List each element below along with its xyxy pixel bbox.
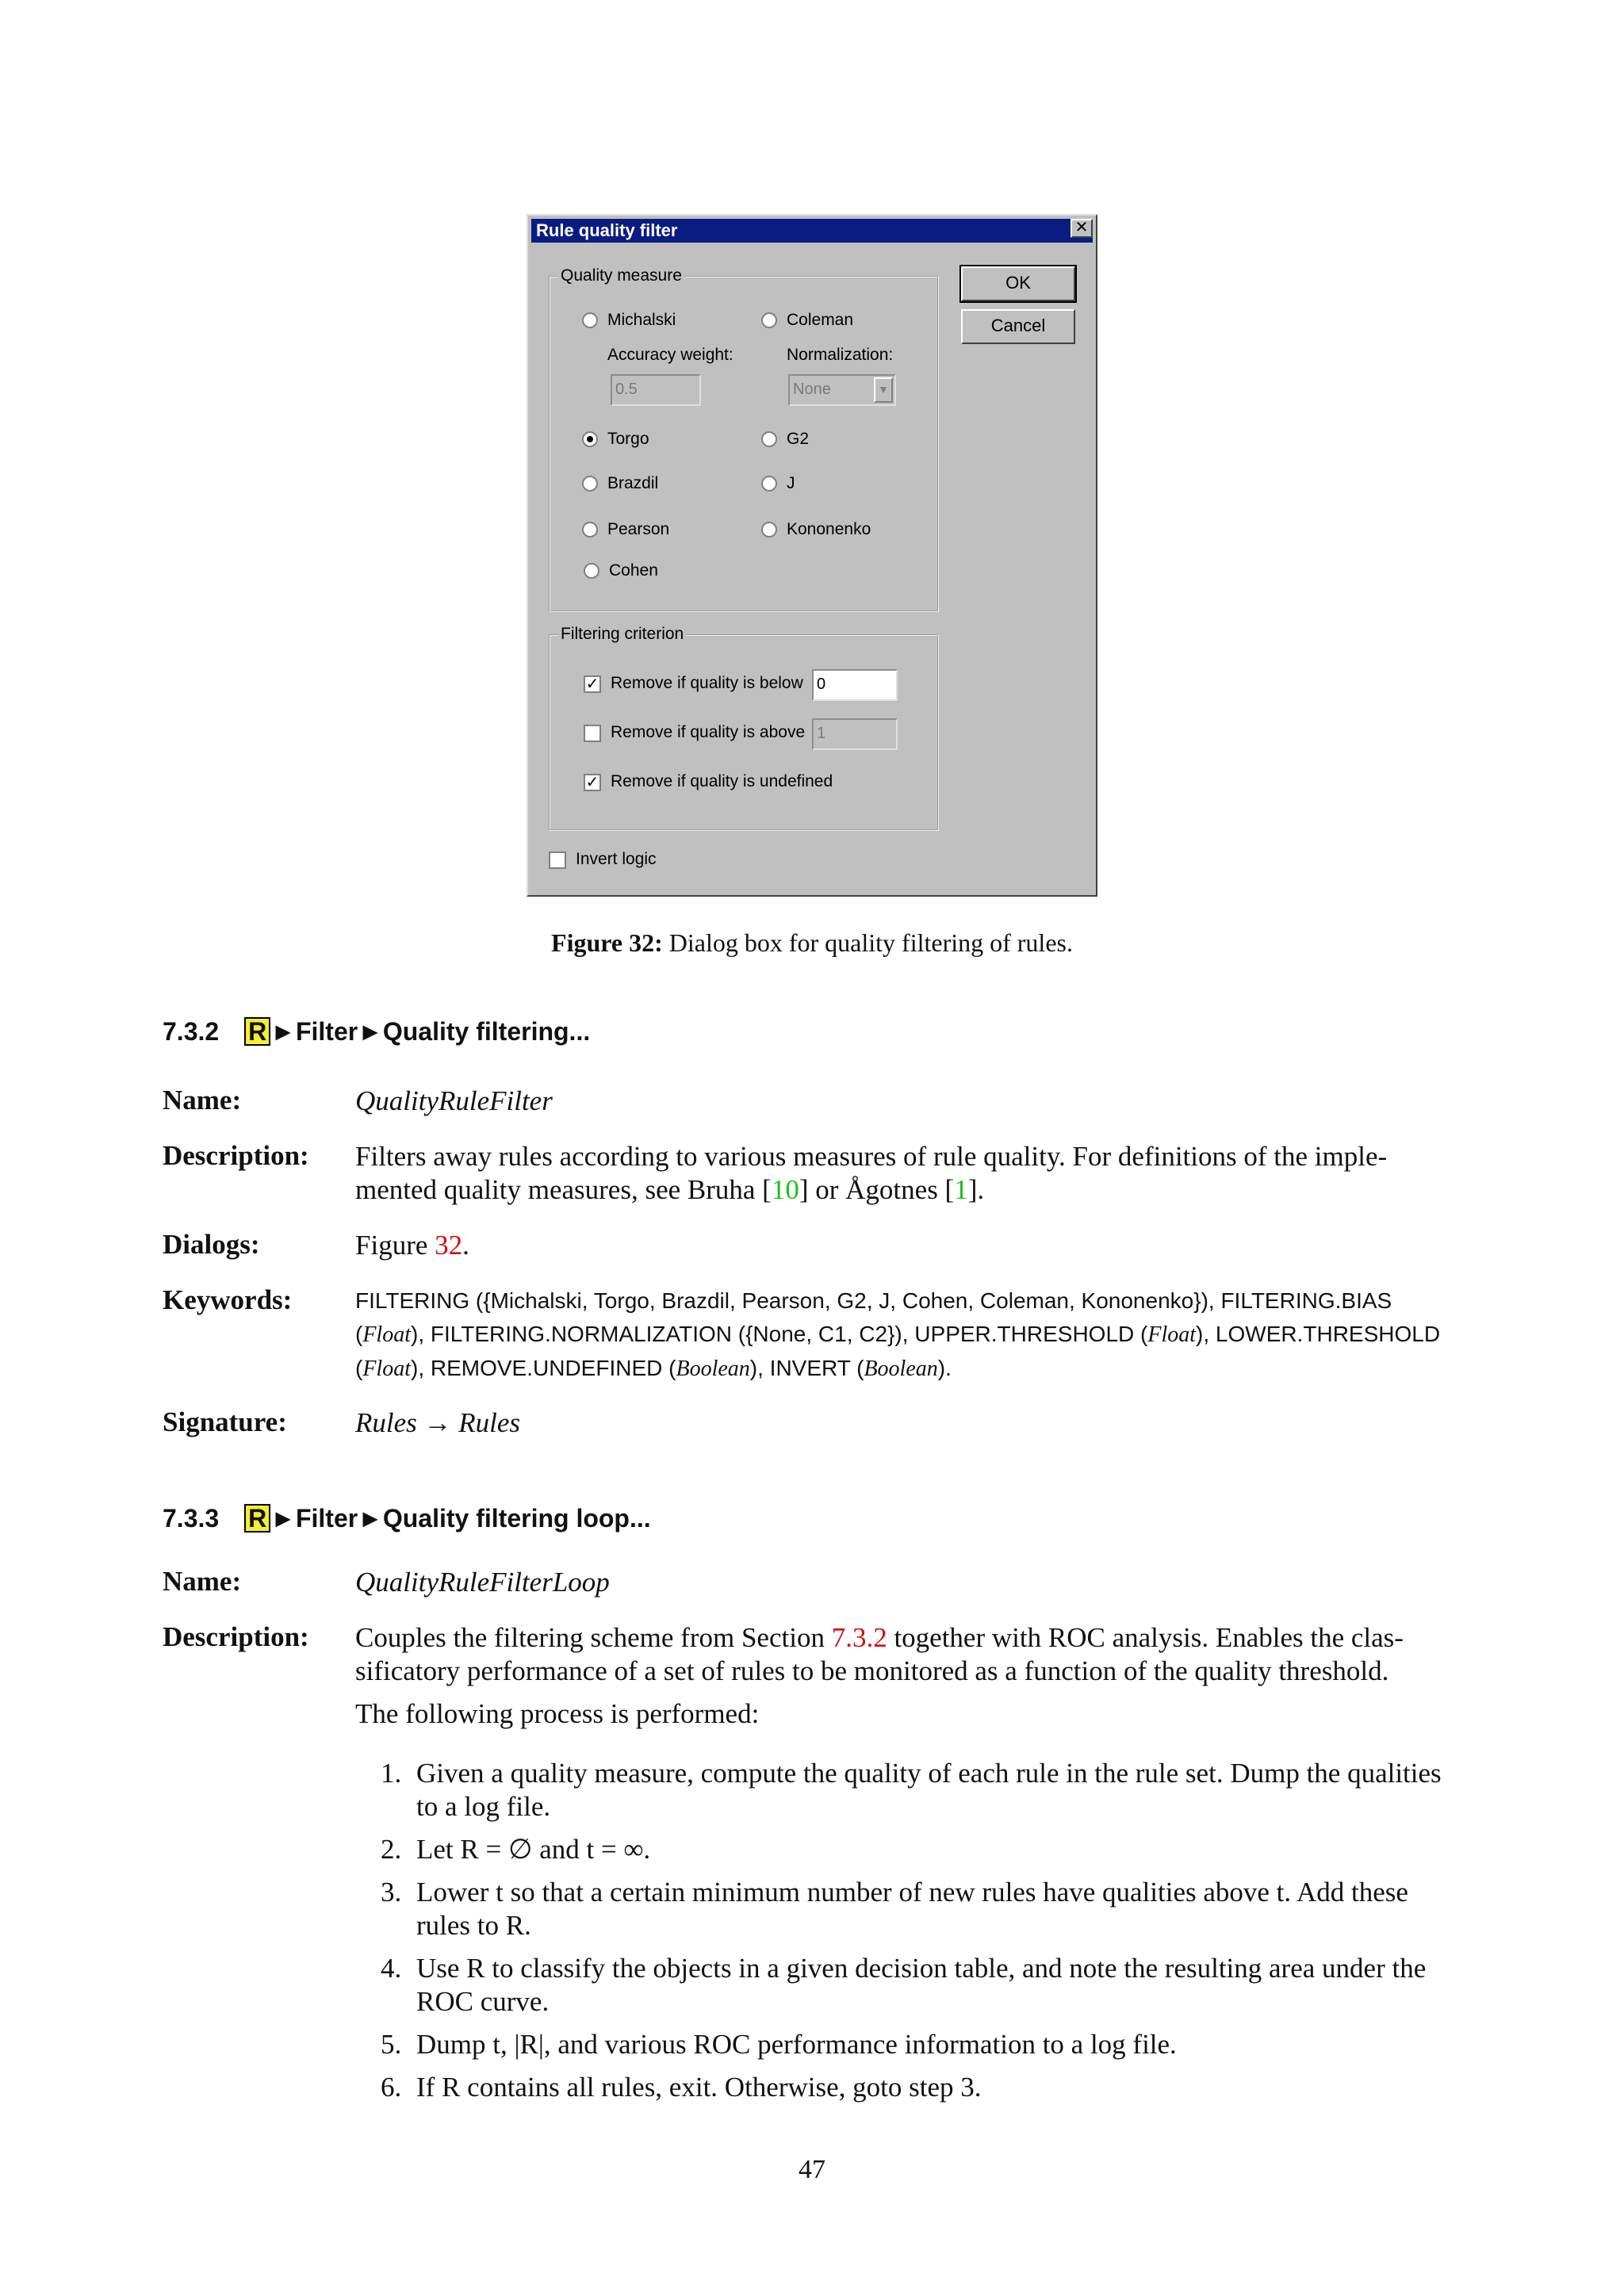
radio-pearson[interactable]	[582, 522, 598, 538]
list-number: 3.	[381, 1877, 402, 1908]
quality-measure-legend: Quality measure	[558, 266, 684, 285]
section-heading-7-3-3	[163, 1504, 651, 1533]
list-number: 5.	[381, 2029, 402, 2060]
list-text: Use R to classify the objects in a given decision table, and note the resulting area under the ROC curve.	[416, 1953, 1427, 2017]
kw-part-3: ), LOWER.THRESHOLD (	[355, 1322, 1441, 1380]
normalization-value: None	[793, 381, 831, 398]
desc-part-b: together with ROC analysis. Enables the clas-sificatory performance of a set of rules to be monitored as a function of the quality threshold.	[355, 1622, 1404, 1686]
caption-text: Dialog box for quality filtering of rules.	[662, 928, 1073, 957]
rule-quality-filter-dialog	[527, 214, 1097, 897]
ok-button[interactable]: OK	[961, 266, 1075, 301]
process-intro: The following process is performed:	[355, 1698, 760, 1729]
dialogs-suffix: .	[462, 1230, 469, 1261]
section-heading-7-3-2	[163, 1017, 590, 1047]
menu-path: ►Filter►Quality filtering...	[270, 1017, 591, 1046]
checkbox-remove-above[interactable]	[584, 725, 601, 742]
label-cohen: Cohen	[609, 561, 658, 580]
list-text: If R contains all rules, exit. Otherwise, goto step 3.	[416, 2072, 982, 2103]
radio-brazdil[interactable]	[582, 476, 598, 492]
section-number: 7.3.2	[163, 1017, 220, 1046]
caption-label: Figure 32:	[551, 928, 663, 957]
list-item	[381, 2071, 1462, 2104]
section-number: 7.3.3	[163, 1504, 220, 1533]
kw-part-5: ), INVERT (	[749, 1356, 864, 1380]
name-value: QualityRuleFilterLoop	[355, 1567, 610, 1598]
description-text	[355, 1621, 1462, 1688]
dialogs-text	[355, 1229, 1462, 1262]
radio-kononenko[interactable]	[761, 522, 777, 538]
kw-part-2: ), FILTERING.NORMALIZATION ({None, C1, C2}), UPPER.THRESHOLD (	[411, 1322, 1148, 1346]
kw-type-3: Float	[362, 1357, 411, 1381]
quality-measure-group	[549, 266, 939, 612]
kw-type-2: Float	[1147, 1322, 1197, 1347]
kw-type-4: Boolean	[676, 1357, 750, 1381]
r-badge: R	[244, 1017, 270, 1046]
list-number: 2.	[381, 1834, 402, 1865]
filtering-criterion-legend: Filtering criterion	[558, 625, 686, 644]
kw-part-4: ), REMOVE.UNDEFINED (	[411, 1356, 676, 1380]
close-icon[interactable]: ✕	[1071, 219, 1093, 238]
desc-part-c: ].	[967, 1174, 985, 1205]
list-item	[381, 1757, 1462, 1823]
ref-link-agotnes[interactable]: 1	[954, 1174, 968, 1205]
list-text: Dump t, |R|, and various ROC performance information to a log file.	[416, 2029, 1177, 2060]
label-pearson: Pearson	[607, 520, 670, 538]
list-item	[381, 1952, 1462, 2019]
list-number: 4.	[381, 1953, 402, 1984]
menu-path: ►Filter►Quality filtering loop...	[270, 1504, 651, 1533]
kw-type-5: Boolean	[864, 1357, 938, 1381]
list-item	[381, 1833, 1462, 1866]
term-description: Description:	[163, 1140, 309, 1171]
radio-michalski[interactable]	[582, 312, 598, 328]
radio-j[interactable]	[761, 476, 777, 492]
term-name: Name:	[163, 1566, 242, 1597]
label-remove-below: Remove if quality is below	[611, 674, 803, 692]
signature-value: Rules → Rules	[355, 1407, 521, 1438]
list-item	[381, 1876, 1462, 1942]
name-value: QualityRuleFilter	[355, 1085, 553, 1116]
filtering-criterion-group	[549, 625, 939, 831]
keywords-text	[355, 1284, 1462, 1386]
label-kononenko: Kononenko	[787, 520, 871, 538]
term-dialogs: Dialogs:	[163, 1229, 260, 1260]
checkbox-invert-logic[interactable]	[549, 851, 566, 869]
normalization-select[interactable]	[788, 374, 896, 406]
checkbox-remove-below[interactable]: ✓	[584, 675, 601, 693]
list-text: Lower t so that a certain minimum number of new rules have qualities above t. Add these rules to R.	[416, 1877, 1408, 1941]
accuracy-weight-label: Accuracy weight:	[607, 346, 733, 364]
radio-cohen[interactable]	[584, 563, 599, 579]
label-j: J	[787, 474, 795, 492]
label-invert-logic: Invert logic	[576, 850, 657, 868]
chevron-down-icon[interactable]: ▼	[874, 377, 893, 403]
checkbox-remove-undefined[interactable]: ✓	[584, 774, 601, 791]
accuracy-weight-field[interactable]: 0.5	[611, 374, 701, 406]
desc-part-b: ] or Ågotnes [	[799, 1174, 955, 1205]
desc-part-a: Filters away rules according to various measures of rule quality. For definitions of the imple-mented quality measures, see Bruha [	[355, 1141, 1388, 1205]
figure-ref-link[interactable]: 32	[435, 1230, 463, 1261]
list-number: 6.	[381, 2072, 402, 2103]
kw-part-6: ).	[937, 1356, 952, 1380]
label-remove-above: Remove if quality is above	[611, 723, 806, 741]
page-number: 47	[799, 2155, 825, 2184]
term-signature: Signature:	[163, 1406, 287, 1437]
label-michalski: Michalski	[607, 311, 676, 329]
cancel-button[interactable]: Cancel	[961, 309, 1075, 344]
label-brazdil: Brazdil	[607, 474, 659, 492]
term-keywords: Keywords:	[163, 1284, 293, 1315]
radio-g2[interactable]	[761, 431, 777, 447]
list-number: 1.	[381, 1758, 402, 1789]
label-coleman: Coleman	[787, 311, 854, 329]
label-remove-undefined: Remove if quality is undefined	[611, 772, 833, 790]
kw-type-1: Float	[362, 1322, 411, 1347]
above-threshold-input[interactable]: 1	[812, 718, 898, 750]
term-name: Name:	[163, 1085, 242, 1115]
ref-link-bruha[interactable]: 10	[771, 1174, 799, 1205]
kw-part-1: FILTERING ({Michalski, Torgo, Brazdil, Pearson, G2, J, Cohen, Coleman, Kononenko}), FILTERING.BIAS (	[355, 1288, 1392, 1346]
r-badge: R	[244, 1504, 270, 1533]
radio-torgo[interactable]	[582, 431, 598, 447]
figure-caption	[0, 928, 1624, 958]
list-item	[381, 2028, 1462, 2061]
list-text: Given a quality measure, compute the quality of each rule in the rule set. Dump the qualities to a log file.	[416, 1758, 1442, 1822]
radio-coleman[interactable]	[761, 312, 777, 328]
below-threshold-input[interactable]: 0	[812, 669, 898, 701]
dialog-title: Rule quality filter	[531, 219, 1093, 243]
term-description: Description:	[163, 1621, 309, 1652]
section-ref-link[interactable]: 7.3.2	[831, 1622, 887, 1653]
label-torgo: Torgo	[607, 430, 649, 448]
list-text: Let R = ∅ and t = ∞.	[416, 1834, 651, 1865]
description-text	[355, 1140, 1462, 1207]
normalization-label: Normalization:	[787, 346, 894, 364]
label-g2: G2	[787, 430, 810, 448]
dialogs-prefix: Figure	[355, 1230, 435, 1261]
desc-part-a: Couples the filtering scheme from Section	[355, 1622, 832, 1653]
